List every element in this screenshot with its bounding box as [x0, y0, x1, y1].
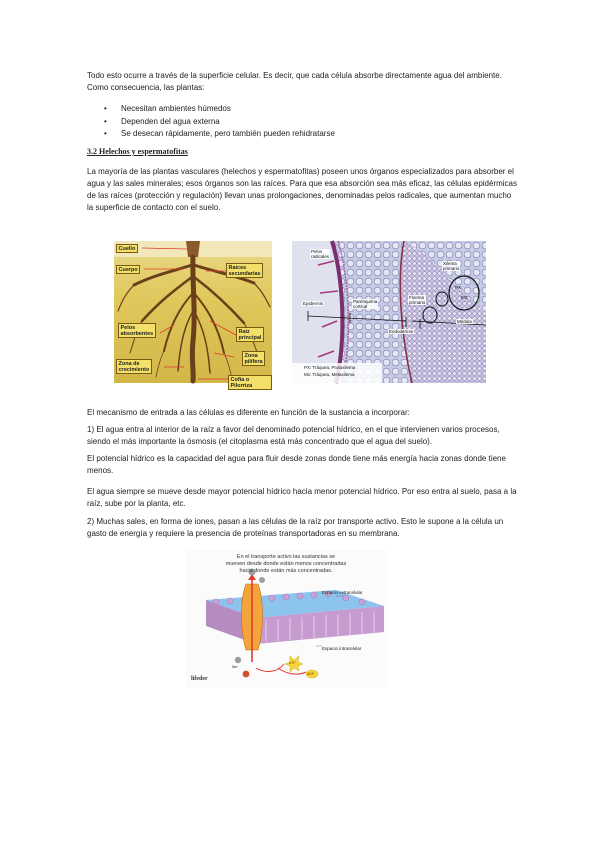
label-cuerpo: Cuerpo: [116, 265, 140, 274]
transport-caption: En el transporte activo las sustancias se mueven desde donde están menos concentradas hacia donde están más concentradas.: [225, 554, 347, 574]
label-pelos-absorbentes: Pelos absorbentes: [118, 323, 156, 338]
label-raices-secundarias: Raíces secundarias: [226, 263, 263, 278]
lifeder-logo: lifeder: [191, 676, 208, 682]
label-medula: Médula: [457, 319, 472, 324]
label-adp: ADP: [307, 672, 315, 676]
root-anatomy-figure: [114, 241, 272, 389]
label-atp: ATP: [289, 661, 296, 665]
label-endodermis: Endodermis: [389, 329, 414, 334]
label-raiz-principal: Raíz principal: [236, 327, 264, 342]
list-item: • Dependen del agua externa: [87, 116, 335, 129]
sales-paragraph: 2) Muchas sales, en forma de iones, pasan a las células de la raíz por transporte activo. Esto le supone a la célula un gasto de energía y requiere la presencia de proteínas transportadoras en su membrana.: [87, 517, 504, 538]
label-mx: MX: [461, 295, 468, 300]
intro-paragraph: Todo esto ocurre a través de la superficie celular. Es decir, que cada célula absorbe directamente agua del ambiente. Como consecuencia, las plantas:: [87, 71, 502, 92]
label-cuello: Cuello: [116, 244, 138, 253]
vascular-paragraph: La mayoría de las plantas vasculares (helechos y espermatofitas) poseen unos órganos especializados para absorber el agua y las sales minerales; esos órganos son las raíces. Para que esa absorción sea más eficaz, las células epidérmicas de las raíces (protección y regulación) llevan unas prolongaciones, denominadas pelos radicales, que aumentan mucho la superficie de contacto con el suelo.: [87, 167, 517, 212]
siempre-paragraph: El agua siempre se mueve desde mayor potencial hídrico hacia menor potencial hídrico. Por eso entra al suelo, pasa a la raíz, sube por la planta, etc.: [87, 487, 517, 508]
micrograph-footnote-px: PX: Tráquea, Protoxilema: [304, 365, 356, 370]
label-extracelular: Espacio extracelular: [322, 590, 363, 595]
micrograph-footnote-mx: Mx: Tráquea, Metaxilema: [304, 372, 355, 377]
active-transport-figure: [186, 550, 388, 688]
label-intracelular: Espacio intracelular: [322, 646, 362, 651]
label-zona-crecimiento: Zona de crecimiento: [116, 359, 152, 374]
list-item: • Se desecan rápidamente, pero también pueden rehidratarse: [87, 128, 335, 141]
agua-paragraph: 1) El agua entra al interior de la raíz a favor del denominado potencial hídrico, en el que intervienen varios procesos, siendo el más importante la ósmosis (el citoplasma está más concentrado que el agua del suelo).: [87, 425, 500, 446]
label-xilema: Xilema primario: [443, 261, 460, 271]
list-item: • Necesitan ambientes húmedos: [87, 103, 335, 116]
label-pelos-radicales: Pelos radicales: [311, 249, 330, 259]
label-parenquima: Parénquima cortical: [353, 299, 378, 309]
plant-traits-list: [87, 103, 335, 141]
potencial-paragraph: El potencial hídrico es la capacidad del agua para fluir desde zonas donde tiene más energía hacia zonas donde tiene menos.: [87, 454, 506, 475]
label-epidermis: Epidermis: [303, 301, 324, 306]
label-floema: Floema primario: [409, 295, 426, 305]
root-micrograph-figure: [292, 241, 486, 383]
label-cofia: Cofia o Pilorriza: [228, 375, 272, 390]
section-heading: 3.2 Helechos y espermatofitas: [87, 147, 188, 156]
mecanismo-paragraph: El mecanismo de entrada a las células es diferente en función de la sustancia a incorporar:: [87, 408, 410, 417]
label-zona-pilifera: Zona pilífera: [242, 351, 265, 366]
label-na: Na⁺: [232, 665, 239, 669]
label-px: PX: [455, 285, 462, 290]
